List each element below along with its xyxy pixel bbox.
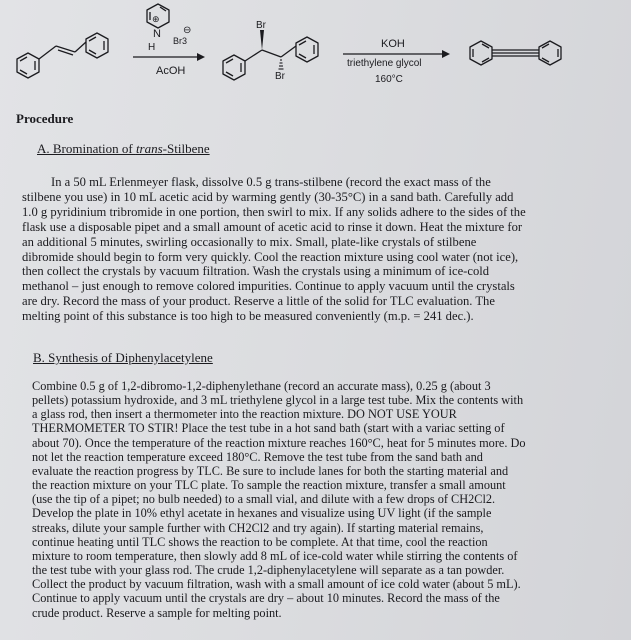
paragraph-line: evaluate the reaction progress by TLC. Be sure to include lanes for both the starting material and: [32, 463, 509, 478]
step2-solvent-label: triethylene glycol: [347, 58, 422, 69]
diphenylacetylene-structure: [470, 41, 561, 65]
tribromide-label: Br3: [173, 36, 188, 46]
paragraph-line: Develop the plate in 10% ethyl acetate in hexanes and visualize using UV light (if the sample: [32, 506, 492, 521]
paragraph-line: methanol – just enough to remove colored impurities. Continue to apply vacuum until the crystals: [22, 279, 515, 294]
wedge-bond: [260, 30, 264, 50]
dashed-bond: [279, 60, 284, 69]
paragraph-line: an additional 5 minutes, swirling occasionally to mix. Small, plate-like crystals of stilbene: [22, 234, 477, 249]
paragraph-line: mixture to room temperature, then slowly add 8 mL of ice-cold water while stirring the contents of: [32, 548, 518, 563]
section-a-title-prefix: A. Bromination of: [37, 141, 136, 156]
paragraph-line: a glass rod, then insert a thermometer into the reaction mixture. DO NOT USE YOUR: [32, 407, 457, 422]
pyridinium-charge: ⊕: [152, 14, 160, 24]
paragraph-line: about 70). Once the temperature of the reaction mixture reaches 160°C, heat for 5 minutes more. Do: [32, 435, 526, 450]
paragraph-line: Combine 0.5 g of 1,2-dibromo-1,2-diphenylethane (record an accurate mass), 0.25 g (about 3: [32, 379, 491, 393]
paragraph-line: not let the reaction temperature exceed 180°C. Remove the test tube from the sand bath and: [32, 449, 483, 464]
section-a-title-italic: trans: [135, 141, 163, 156]
paragraph-line: crude product. Reserve a sample for melting point.: [32, 605, 282, 620]
paragraph-line: are dry. Record the mass of your product. Reserve a little of the solid for TLC evaluation. The: [22, 294, 495, 309]
paragraph-line: Continue to apply vacuum until the crystals are dry – about 10 minutes. Record the mass of the: [32, 591, 500, 606]
paragraph-line: THERMOMETER TO STIR! Place the test tube in a hot sand bath (start with a variac setting of: [32, 421, 505, 436]
paragraph-line: (use the tip of a pipet; no bulb needed) to a small vial, and dilute with a few drops of CH2Cl2.: [32, 492, 496, 507]
step2-temperature-label: 160°C: [375, 74, 403, 85]
section-b-paragraph: [32, 379, 526, 620]
paragraph-line: Collect the product by vacuum filtration, wash with a small amount of ice cold water (about 5 mL).: [32, 577, 521, 592]
paragraph-line: stilbene you use) in 10 mL acetic acid by warming gently (30-35°C) in a sand bath. Carefully add: [22, 189, 514, 204]
top-bromine-label: Br: [256, 20, 266, 31]
paragraph-line: the reaction mixture on your TLC plate. To sample the reaction mixture, transfer a small amount: [32, 478, 506, 493]
paragraph-line: then collect the crystals by vacuum filtration. Wash the crystals using a minimum of ice-cold: [22, 264, 490, 279]
paragraph-line: continue heating until TLC shows the reaction to be complete. At that time, cool the reaction: [32, 534, 488, 549]
paragraph-line: melting point of this substance is too high to be measured conveniently (m.p. = 241 dec.).: [22, 309, 474, 324]
pyridinium-n-label: N: [153, 28, 161, 40]
paragraph-line: streaks, dilute your sample further with CH2Cl2 and try again). If starting material remains,: [32, 520, 484, 535]
paragraph-line: flask use a disposable pipet and a small amount of acetic acid to rinse it down. Heat the mixture for: [22, 219, 523, 234]
section-a-title-suffix: -Stilbene: [162, 141, 210, 156]
tribromide-charge: ⊖: [183, 25, 192, 36]
reaction-scheme: [0, 0, 631, 110]
procedure-heading: Procedure: [16, 111, 74, 126]
arrowhead-1: [197, 53, 205, 61]
trans-stilbene-structure: [17, 33, 108, 78]
step1-solvent-label: AcOH: [156, 65, 186, 77]
paragraph-line: In a 50 mL Erlenmeyer flask, dissolve 0.5 g trans-stilbene (record the exact mass of the: [51, 175, 491, 189]
step2-base-label: KOH: [381, 38, 405, 50]
paragraph-line: pellets) potassium hydroxide, and 3 mL triethylene glycol in a large test tube. Mix the contents with: [32, 393, 524, 408]
stilbene-dibromide-structure: [223, 37, 318, 80]
section-b-title: B. Synthesis of Diphenylacetylene: [33, 350, 213, 365]
pyridinium-h-label: H: [148, 42, 156, 53]
section-a-title: [37, 141, 210, 157]
paragraph-line: 1.0 g pyridinium tribromide in one portion, then swirl to mix. If any solids adhere to the sides of the: [22, 204, 526, 219]
paragraph-line: dibromide should begin to form very quickly. Cool the reaction mixture using cool water (not ice),: [22, 249, 519, 264]
paragraph-line: the test tube with your glass rod. The crude 1,2-diphenylacetylene will separate as a tan powder.: [32, 563, 505, 578]
bottom-bromine-label: Br: [275, 71, 285, 82]
section-a-paragraph: [22, 175, 526, 324]
arrowhead-2: [442, 50, 450, 58]
